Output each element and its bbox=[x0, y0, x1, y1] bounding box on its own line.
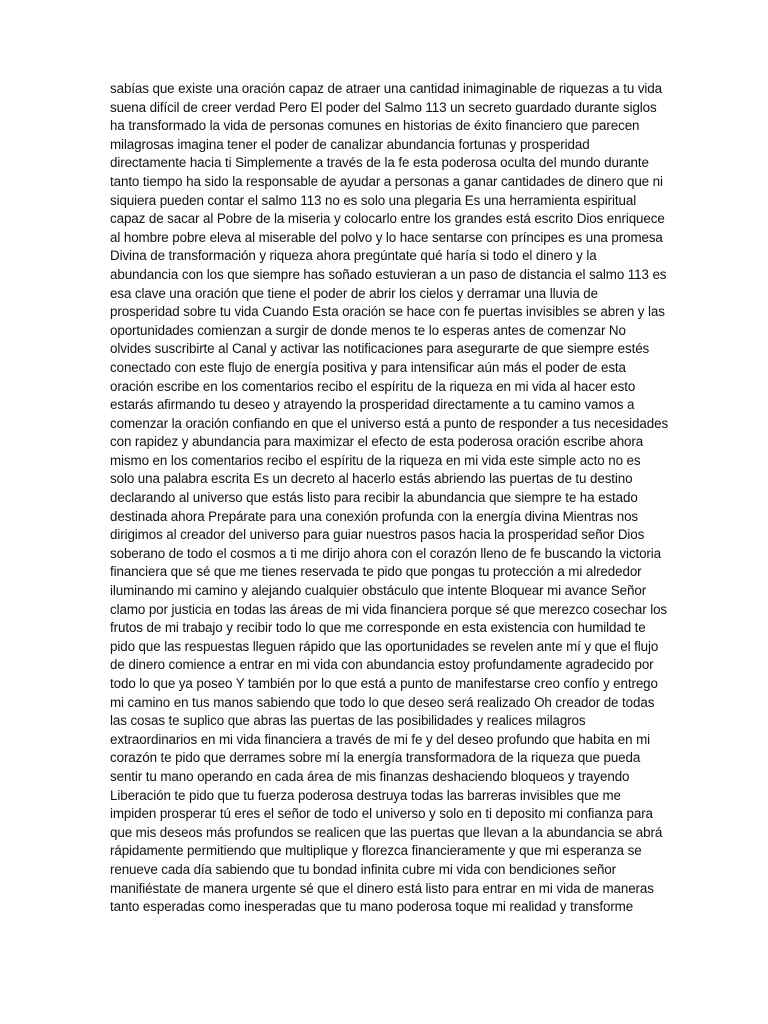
text-line: conectado con este flujo de energía positiva y para intensificar aún más el poder de esta bbox=[110, 359, 626, 375]
text-line: mismo en los comentarios recibo el espíritu de la riqueza en mi vida este simple acto no es bbox=[110, 452, 641, 468]
text-line: olvides suscribirte al Canal y activar las notificaciones para asegurarte de que siempre estés bbox=[110, 341, 650, 357]
text-line: Liberación te pido que tu fuerza poderosa destruya todas las barreras invisibles que me bbox=[110, 787, 621, 803]
text-line: que mis deseos más profundos se realicen que las puertas que llevan a la abundancia se abrá bbox=[110, 824, 663, 840]
text-line: extraordinarios en mi vida financiera a través de mi fe y del deseo profundo que habita en mi bbox=[110, 731, 651, 747]
text-line: corazón te pido que derrames sobre mí la energía transformadora de la riqueza que pueda bbox=[110, 750, 641, 766]
text-line: esa clave una oración que tiene el poder de abrir los cielos y derramar una lluvia de bbox=[110, 285, 598, 301]
text-line: oportunidades comienzan a surgir de donde menos te lo esperas antes de comenzar No bbox=[110, 322, 626, 338]
text-line: declarando al universo que estás listo para recibir la abundancia que siempre te ha estado bbox=[110, 490, 638, 506]
text-line: solo una palabra escrita Es un decreto al hacerlo estás abriendo las puertas de tu destino bbox=[110, 471, 633, 487]
text-line: frutos de mi trabajo y recibir todo lo que me corresponde en esta existencia con humildad te bbox=[110, 620, 646, 636]
text-line: tanto tiempo ha sido la responsable de ayudar a personas a ganar cantidades de dinero que ni bbox=[110, 173, 663, 189]
text-line: prosperidad sobre tu vida Cuando Esta oración se hace con fe puertas invisibles se abren y las bbox=[110, 304, 665, 320]
text-line: suena difícil de creer verdad Pero El poder del Salmo 113 un secreto guardado durante siglos bbox=[110, 99, 657, 115]
text-line: capaz de sacar al Pobre de la miseria y colocarlo entre los grandes está escrito Dios enriquece bbox=[110, 211, 665, 227]
text-line: siquiera pueden contar el salmo 113 no es solo una plegaria Es una herramienta espiritual bbox=[110, 192, 637, 208]
text-line: con rapidez y abundancia para maximizar el efecto de esta poderosa oración escribe ahora bbox=[110, 434, 644, 450]
text-line: sabías que existe una oración capaz de atraer una cantidad inimaginable de riquezas a tu vida bbox=[110, 81, 662, 96]
text-line: de dinero comience a entrar en mi vida con abundancia estoy profundamente agradecido por bbox=[110, 657, 654, 673]
text-line: abundancia con los que siempre has soñado estuvieran a un paso de distancia el salmo 113 es bbox=[110, 266, 667, 282]
text-line: sentir tu mano operando en cada área de mis finanzas deshaciendo bloqueos y trayendo bbox=[110, 768, 630, 784]
body-text bbox=[110, 80, 670, 917]
text-line: mi camino en tus manos sabiendo que todo lo que deseo será realizado Oh creador de todas bbox=[110, 694, 655, 710]
text-line: manifiéstate de manera urgente sé que el dinero está listo para entrar en mi vida de maneras bbox=[110, 880, 654, 896]
text-line: comenzar la oración confiando en que el universo está a punto de responder a tus necesidades bbox=[110, 415, 669, 431]
text-line: financiera que sé que me tienes reservada te pido que pongas tu protección a mi alrededor bbox=[110, 564, 642, 580]
text-line: oración escribe en los comentarios recibo el espíritu de la riqueza en mi vida al hacer esto bbox=[110, 378, 636, 394]
text-line: ha transformado la vida de personas comunes en historias de éxito financiero que parecen bbox=[110, 118, 640, 134]
text-line: todo lo que ya poseo Y también por lo que está a punto de manifestarse creo confío y entrego bbox=[110, 676, 658, 691]
text-line: directamente hacia ti Simplemente a través de la fe esta poderosa oculta del mundo durante bbox=[110, 155, 649, 171]
text-line: Divina de transformación y riqueza ahora pregúntate qué haría si todo el dinero y la bbox=[110, 248, 597, 264]
text-line: pido que las respuestas lleguen rápido que las oportunidades se revelen ante mí y que el flujo bbox=[110, 638, 659, 654]
text-line: renueve cada día sabiendo que tu bondad infinita cubre mi vida con bendiciones señor bbox=[110, 861, 617, 877]
text-line: soberano de todo el cosmos a ti me dirijo ahora con el corazón lleno de fe buscando la victoria bbox=[110, 545, 662, 561]
text-line: estarás afirmando tu deseo y atrayendo la prosperidad directamente a tu camino vamos a bbox=[110, 397, 635, 413]
text-line: al hombre pobre eleva al miserable del polvo y lo hace sentarse con príncipes es una promesa bbox=[110, 229, 663, 245]
text-line: milagrosas imagina tener el poder de canalizar abundancia fortunas y prosperidad bbox=[110, 136, 590, 152]
text-line: rápidamente permitiendo que multiplique y florezca financieramente y que mi esperanza se bbox=[110, 843, 642, 859]
text-line: dirigimos al creador del universo para guiar nuestros pasos hacia la prosperidad señor Dios bbox=[110, 527, 645, 543]
text-line: las cosas te suplico que abras las puertas de las posibilidades y realices milagros bbox=[110, 713, 586, 729]
text-line: clamo por justicia en todas las áreas de mi vida financiera porque sé que merezco cosechar los bbox=[110, 601, 668, 617]
text-line: iluminando mi camino y alejando cualquier obstáculo que intente Bloquear mi avance Señor bbox=[110, 583, 647, 599]
text-line: impiden prosperar tú eres el señor de todo el universo y solo en ti deposito mi confianza para bbox=[110, 806, 653, 822]
text-line: tanto esperadas como inesperadas que tu mano poderosa toque mi realidad y transforme bbox=[110, 899, 634, 915]
text-line: destinada ahora Prepárate para una conexión profunda con la energía divina Mientras nos bbox=[110, 508, 639, 524]
